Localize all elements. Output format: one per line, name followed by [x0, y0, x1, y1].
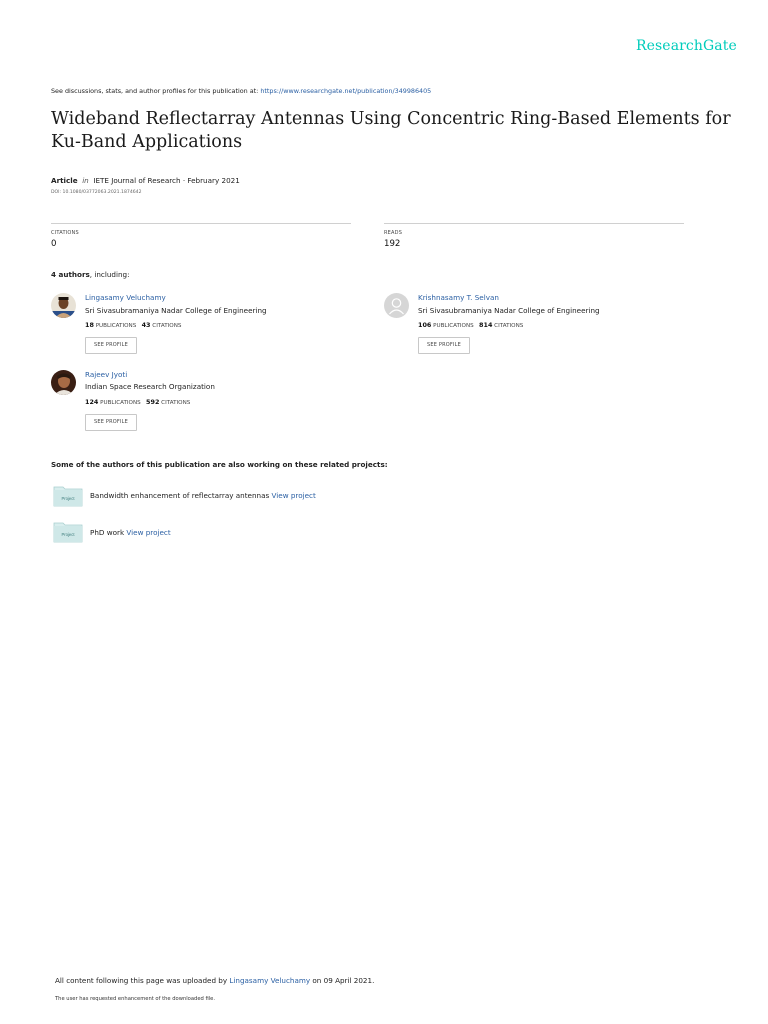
project-item [90, 491, 316, 500]
publication-type: Article [51, 176, 78, 185]
in-word: in [82, 176, 89, 185]
reads-value: 192 [384, 239, 401, 249]
default-user-avatar-icon [384, 293, 409, 318]
author-name-link[interactable]: Krishnasamy T. Selvan [418, 293, 499, 302]
author-citations-label: CITATIONS [152, 323, 182, 329]
citations-value: 0 [51, 239, 57, 249]
project-icon-label: Project [61, 532, 75, 537]
project-icon-label: Project [61, 496, 75, 501]
author-avatar-krishnasamy[interactable] [384, 293, 409, 318]
author-stats [85, 398, 190, 406]
author-avatar-lingasamy[interactable] [51, 293, 76, 318]
authors-suffix: , including: [89, 270, 130, 279]
see-profile-button[interactable]: SEE PROFILE [418, 337, 470, 354]
author-institution: Sri Sivasubramaniya Nadar College of Engineering [418, 306, 600, 315]
publication-title: Wideband Reflectarray Antennas Using Concentric Ring-Based Elements for Ku-Band Applications [51, 109, 731, 152]
author-avatar-rajeev[interactable] [51, 370, 76, 395]
publication-url-link[interactable]: https://www.researchgate.net/publication/349986405 [260, 87, 432, 95]
photo-avatar-icon [51, 370, 76, 395]
project-item [90, 528, 171, 537]
citations-divider [51, 223, 351, 224]
author-publications-count: 106 [418, 321, 432, 329]
enhancement-note: The user has requested enhancement of the downloaded file. [55, 996, 216, 1002]
uploader-link[interactable]: Lingasamy Veluchamy [229, 976, 311, 985]
authors-heading [51, 270, 130, 279]
author-citations-label: CITATIONS [161, 400, 191, 406]
upload-prefix: All content following this page was uploaded by [55, 976, 230, 985]
folder-icon [53, 521, 83, 543]
author-name-link[interactable]: Lingasamy Veluchamy [85, 293, 166, 302]
project-folder-icon[interactable] [53, 521, 83, 543]
see-profile-button[interactable]: SEE PROFILE [85, 414, 137, 431]
project-title: Bandwidth enhancement of reflectarray antennas [90, 491, 272, 500]
author-citations-count: 592 [146, 398, 160, 406]
related-projects-heading: Some of the authors of this publication are also working on these related projects: [51, 460, 388, 469]
author-citations-count: 43 [141, 321, 151, 329]
folder-icon [53, 485, 83, 507]
photo-avatar-icon [51, 293, 76, 318]
author-institution: Sri Sivasubramaniya Nadar College of Engineering [85, 306, 267, 315]
author-stats [418, 321, 523, 329]
author-publications-count: 18 [85, 321, 94, 329]
author-publications-label: PUBLICATIONS [100, 400, 141, 406]
author-institution: Indian Space Research Organization [85, 382, 215, 391]
see-discussions-text: See discussions, stats, and author profiles for this publication at: [51, 87, 261, 95]
author-citations-count: 814 [479, 321, 493, 329]
upload-note [55, 976, 374, 985]
reads-label: READS [384, 230, 403, 236]
upload-suffix: on 09 April 2021. [310, 976, 375, 985]
publication-meta [51, 176, 240, 185]
view-project-link[interactable]: View project [271, 491, 316, 500]
citations-label: CITATIONS [51, 230, 79, 236]
journal-date: IETE Journal of Research · February 2021 [93, 176, 240, 185]
project-title: PhD work [90, 528, 127, 537]
author-name-link[interactable]: Rajeev Jyoti [85, 370, 128, 379]
author-publications-label: PUBLICATIONS [95, 323, 137, 329]
researchgate-logo[interactable]: ResearchGate [636, 38, 737, 54]
see-discussions-line [51, 87, 431, 95]
author-publications-count: 124 [85, 398, 99, 406]
view-project-link[interactable]: View project [126, 528, 171, 537]
see-profile-button[interactable]: SEE PROFILE [85, 337, 137, 354]
author-stats [85, 321, 181, 329]
reads-divider [384, 223, 684, 224]
author-citations-label: CITATIONS [494, 323, 524, 329]
project-folder-icon[interactable] [53, 485, 83, 507]
author-publications-label: PUBLICATIONS [433, 323, 474, 329]
publication-doi: DOI: 10.1080/03772063.2021.1874642 [51, 190, 142, 195]
authors-count: 4 authors [51, 270, 90, 279]
